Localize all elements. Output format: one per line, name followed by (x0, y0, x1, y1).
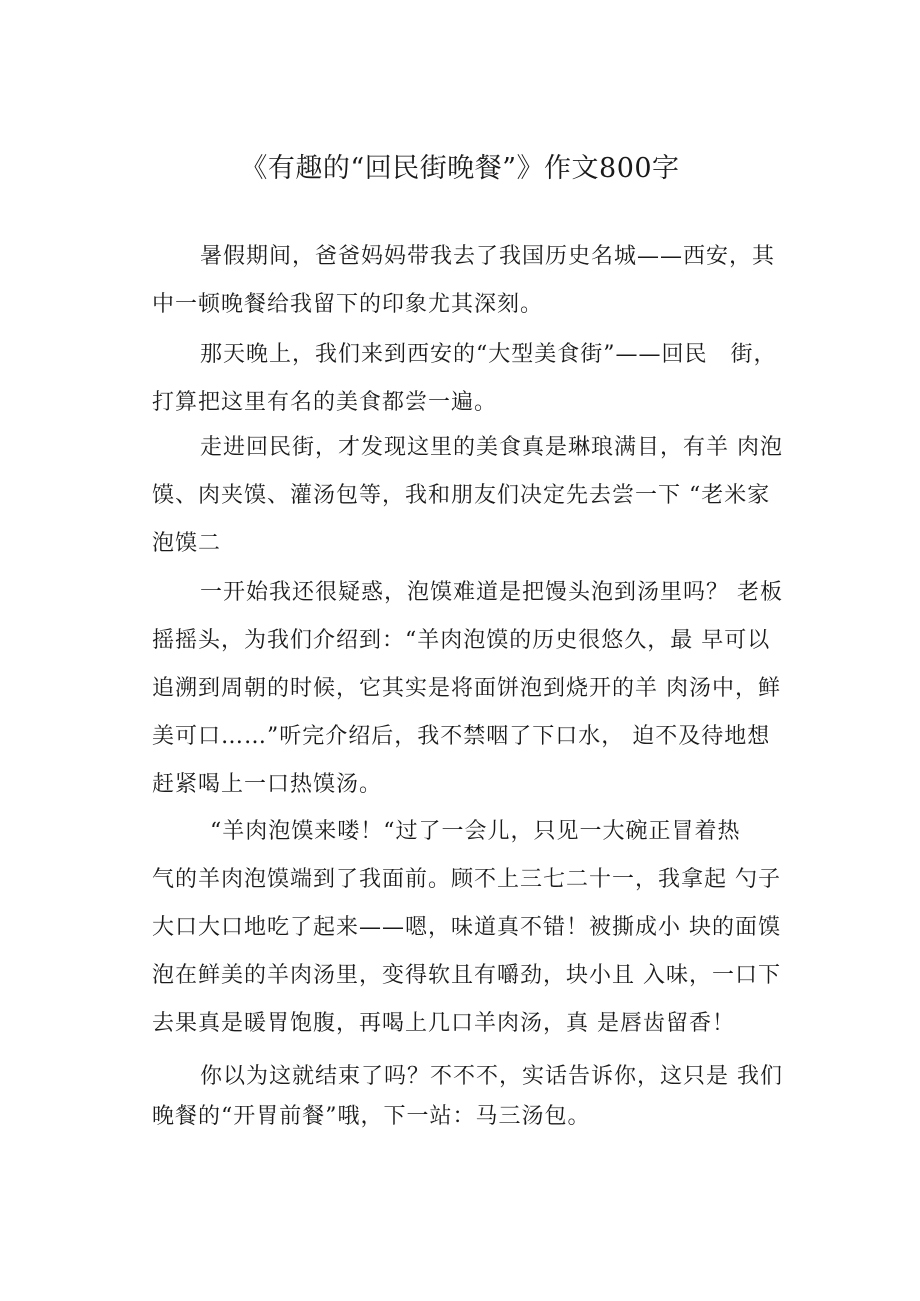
paragraph-line: 去果真是暖胃饱腹，再喝上几口羊肉汤，真 是唇齿留香！ (152, 1011, 735, 1036)
paragraph-line: 晚餐的“开胃前餐”哦，下一站：马三汤包。 (152, 1104, 591, 1129)
paragraph-line: 泡馍二 (152, 531, 222, 556)
paragraph-line: “羊肉泡馍来喽！“过了一会儿，只见一大碗正冒着热 (210, 819, 741, 844)
paragraph-line: 中一顿晚餐给我留下的印象尤其深刻。 (152, 292, 544, 317)
paragraph-line: 摇摇头，为我们介绍到：“羊肉泡馍的历史很悠久，最 早可以 (152, 628, 771, 653)
paragraph-line: 暑假期间，爸爸妈妈带我去了我国历史名城——西安，其 (200, 244, 776, 269)
paragraph-line: 你以为这就结束了吗？不不不，实话告诉你，这只是 我们 (200, 1064, 783, 1089)
paragraph-line: 追溯到周朝的时候，它其实是将面饼泡到烧开的羊 肉汤中，鲜 (152, 676, 781, 701)
paragraph-line: 打算把这里有名的美食都尝一遍。 (152, 390, 498, 415)
paragraph-line: 泡在鲜美的羊肉汤里，变得软且有嚼劲，块小且 入味，一口下 (152, 963, 781, 988)
paragraph-3 (152, 424, 792, 568)
paragraph-2 (152, 331, 792, 427)
paragraph-line: 馍、肉夹馍、灌汤包等，我和朋友们决定先去尝一下 “老米家 (152, 483, 771, 508)
page-title: 《有趣的“回民街晚餐”》作文800字 (240, 153, 680, 184)
paragraph-1 (152, 233, 792, 329)
paragraph-line: 美可口……”听完介绍后，我不禁咽了下口水， 迫不及待地想 (152, 724, 771, 749)
paragraph-6 (152, 1057, 792, 1137)
paragraph-line: 大口大口地吃了起来——嗯，味道真不错！被撕成小 块的面馍 (152, 915, 781, 940)
paragraph-line: 一开始我还很疑惑，泡馍难道是把馒头泡到汤里吗？ 老板 (200, 580, 783, 605)
paragraph-4 (152, 569, 792, 809)
paragraph-line: 赶紧喝上一口热馍汤。 (152, 772, 383, 797)
paragraph-5 (152, 808, 792, 1048)
paragraph-line: 走进回民街，才发现这里的美食真是琳琅满目，有羊 肉泡 (200, 435, 783, 460)
paragraph-line: 那天晚上，我们来到西安的“大型美食街”——回民 街， (200, 342, 777, 367)
paragraph-line: 气的羊肉泡馍端到了我面前。顾不上三七二十一，我拿起 勺子 (152, 867, 781, 892)
